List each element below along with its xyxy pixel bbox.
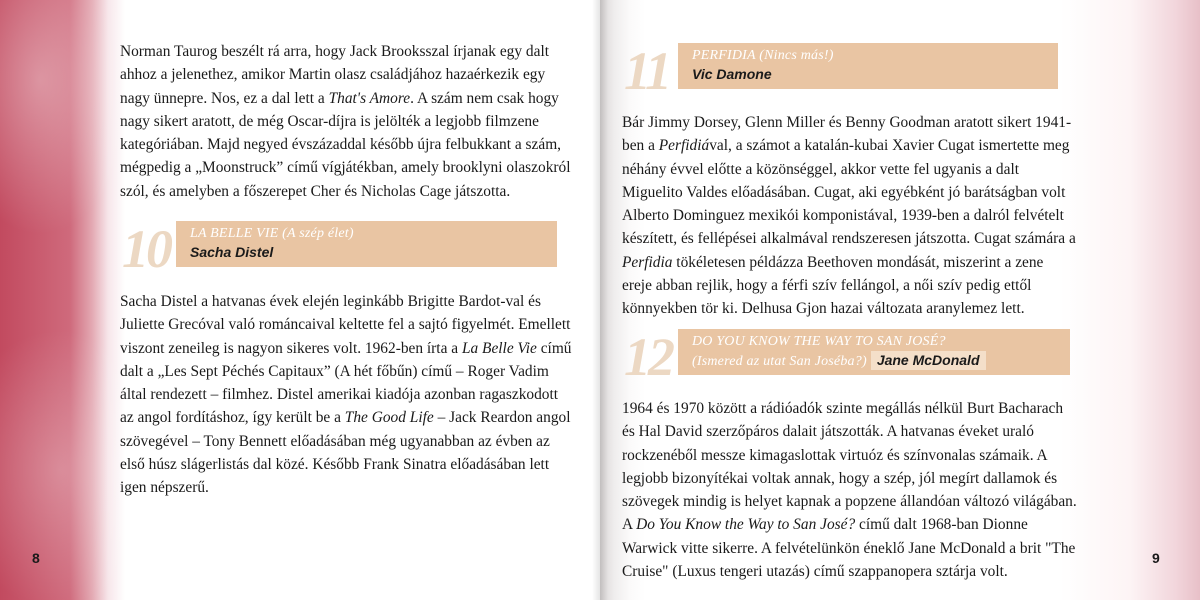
track12-paragraph bbox=[622, 397, 1077, 583]
text-span: Norman Taurog beszélt rá arra, hogy Jack Brooksszal írjanak egy dalt ahhoz a jelenethez, amikor Martin olasz családjához hazaérkezik egy nagy ünnepre. Nos, ez a dal lett a bbox=[120, 43, 549, 107]
song-title-italic: Perfidiá bbox=[658, 137, 710, 155]
right-page bbox=[600, 0, 1200, 600]
track-title-10: LA BELLE VIE (A szép élet) bbox=[190, 226, 354, 241]
track11-paragraph bbox=[622, 111, 1077, 321]
track-title-box-11 bbox=[678, 43, 1058, 89]
text-span: 1964 és 1970 között a rádióadók szinte megállás nélkül Burt Bacharach és Hal David szerzőpáros dalait játszották. A hatvanas éveket uraló rockzenéből messze kimagaslottak virtuóz és színvonalas számaik. A legjobb bizonyítékai voltak annak, hogy a szép, jól megírt dallamok és szövegek mindig is helyet kapnak a popzene állandóan változó világában. A bbox=[622, 400, 1077, 534]
song-title-italic: That's Amore bbox=[328, 89, 411, 107]
song-title-italic: Do You Know the Way to San José? bbox=[636, 516, 856, 534]
text-span: . A szám nem csak hogy nagy sikert aratott, de még Oscar-díjra is jelölték a legjobb filmzene kategóriában. Majd negyed évszázaddal később újra felbukkant a szám, mégpedig a „Moonstruck” című vígjátékban, amely brooklyni olaszokról szól, és amelyben a főszerepet Cher és Nicholas Cage játszotta. bbox=[120, 89, 571, 200]
track-number-10: 10 bbox=[122, 219, 170, 279]
text-span: című dalt 1968-ban Dionne Warwick vitte sikerre. A felvételünkön éneklő Jane McDonald a brit "The Cruise" (Luxus tengeri utazás) című szappanopera sztárja volt. bbox=[622, 516, 1076, 581]
page-number-left: 8 bbox=[32, 550, 40, 566]
page-number-right: 9 bbox=[1152, 550, 1160, 566]
track-artist-10: Sacha Distel bbox=[190, 244, 274, 260]
intro-paragraph bbox=[120, 40, 575, 203]
track-title-12-line2: (Ismered az utat San Joséba?) bbox=[692, 354, 867, 369]
track-artist-11: Vic Damone bbox=[692, 66, 772, 82]
song-title-italic: The Good Life bbox=[344, 409, 434, 427]
song-title-italic: La Belle Vie bbox=[461, 339, 537, 357]
text-span: val, a számot a katalán-kubai Xavier Cugat ismertette meg néhány évvel előtte a közönséggel, akkor vette fel ugyanis a dalt Miguelito Valdes előadásában. Cugat, aki egyébként jó barátságban volt Alberto Dominguez mexikói komponistával, 1939-ben a dalról felvételt készített, és fellépései alkalmával rendszeresen játszotta. Cugat számára a bbox=[622, 137, 1076, 248]
text-span: Sacha Distel a hatvanas évek elején leginkább Brigitte Bardot-val és Juliette Grecóval való románcaival keltette fel a sajtó figyelmét. Emellett viszont zeneileg is nagyon sikeres volt. 1962-ben írta a bbox=[120, 293, 571, 357]
track-title-box-10 bbox=[176, 221, 557, 267]
track-title-12-line2-row bbox=[692, 352, 986, 369]
book-gutter bbox=[592, 0, 608, 600]
track-title-box-12 bbox=[678, 329, 1070, 375]
track-number-11: 11 bbox=[624, 41, 670, 101]
track10-paragraph bbox=[120, 290, 575, 500]
track-title-12-line1: DO YOU KNOW THE WAY TO SAN JOSÉ? bbox=[692, 334, 946, 349]
track-number-12: 12 bbox=[624, 327, 672, 387]
track-artist-12: Jane McDonald bbox=[871, 351, 986, 370]
track-title-11: PERFIDIA (Nincs más!) bbox=[692, 48, 834, 63]
text-span: című dalt a „Les Sept Péchés Capitaux” (A hét főbűn) című – Roger Vadim által rendezett – filmhez. Distel amerikai kiadója azonban ragaszkodott az angol fordításhoz, így került be a bbox=[120, 339, 572, 427]
text-span: – Jack Reardon angol szövegével – Tony Bennett előadásában még ugyanabban az évben az első húsz slágerlistás dal közé. Később Frank Sinatra előadásában lett igen népszerű. bbox=[120, 409, 571, 497]
song-title-italic: Perfidia bbox=[622, 253, 673, 271]
text-span: tökéletesen példázza Beethoven mondását, miszerint a zene ereje abban rejlik, hogy a férfi szív fellángol, a női szív pedig ettől könnyekben tör ki. Delhusa Gjon hazai változata aranylemez lett. bbox=[622, 253, 1044, 318]
text-span: Bár Jimmy Dorsey, Glenn Miller és Benny Goodman aratott sikert 1941-ben a bbox=[622, 114, 1072, 155]
